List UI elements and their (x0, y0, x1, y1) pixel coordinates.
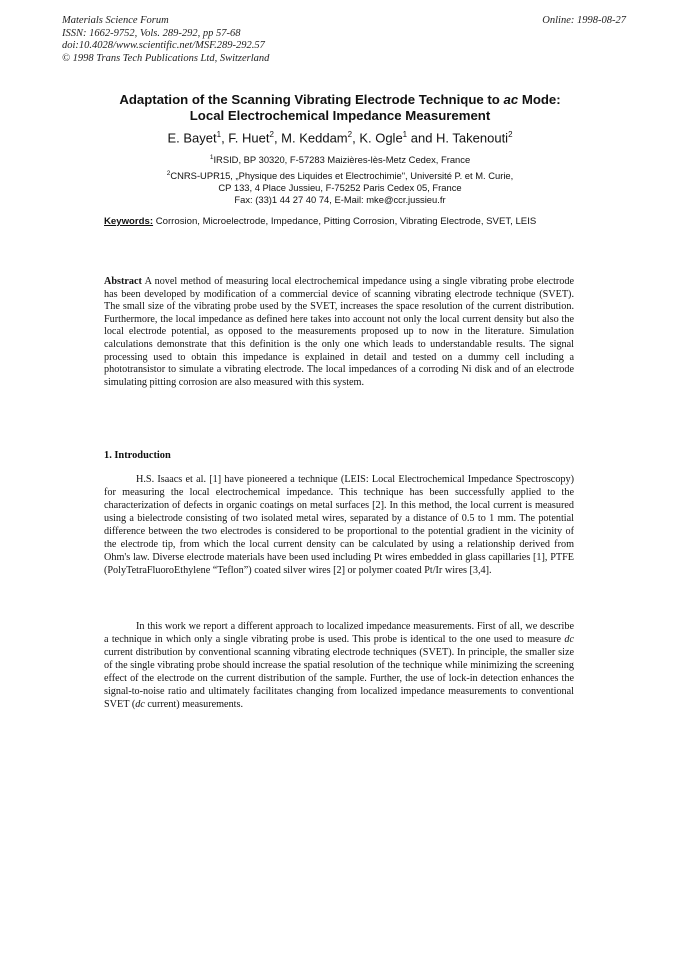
affiliation-mark: 1 (209, 154, 214, 161)
affiliation-1 (60, 152, 620, 166)
paragraph-text: In this work we report a different approach to localized impedance measurements. First of all, we describe a technique in which only a single vibrating probe is used. This probe is identical to the one used to measure (104, 621, 574, 645)
affiliation-2-line-3: Fax: (33)1 44 27 40 74, E-Mail: mke@ccr.jussieu.fr (234, 194, 446, 206)
issn-line: ISSN: 1662-9752, Vols. 289-292, pp 57-68 (62, 27, 241, 39)
online-date: Online: 1998-08-27 (542, 15, 626, 26)
author-name: , F. Huet (221, 130, 270, 146)
paragraph-emphasis: dc (564, 634, 574, 645)
author-affiliation-mark: 2 (347, 130, 353, 139)
author-affiliation-mark: 2 (508, 130, 513, 139)
author-affiliation-mark: 1 (402, 130, 408, 139)
intro-paragraph-1: H.S. Isaacs et al. [1] have pioneered a technique (LEIS: Local Electrochemical Impedance Spectroscopy) for measuring the local electrochemical impedance. This technique has been successfully applied to the characterization of defects in organic coatings on metal surfaces [2]. In this method, the local current is measured using a bielectrode consisting of two isolated metal wires, separated by a distance of 0.5 to 1 mm. The potential difference between the two electrodes is considered to be proportional to the potential gradient in the vicinity of the electrode tip, from which the local current density can be calculated by using a relationship derived from Ohm's law. Diverse electrode materials have been used including Pt wires embedded in glass capillaries [1], PTFE (PolyTetraFluoroEthylene “Teflon”) coated silver wires [2] or polymer coated Pt/Ir wires [3,4]. (104, 474, 574, 576)
affiliation-text: CNRS-UPR15, „Physique des Liquides et Electrochimie", Université P. et M. Curie, (170, 170, 514, 182)
affiliation-mark: 2 (166, 170, 171, 177)
journal-header (62, 15, 269, 65)
affiliation-text: IRSID, BP 30320, F-57283 Maizières-lès-Metz Cedex, France (213, 154, 471, 166)
author-name: and H. Takenouti (407, 130, 509, 146)
keywords-label: Keywords: (104, 216, 154, 227)
section-heading: 1. Introduction (104, 450, 171, 461)
paragraph-text: current) measurements. (144, 699, 244, 710)
paragraph-emphasis: dc (135, 699, 145, 710)
doi-line: doi:10.4028/www.scientific.net/MSF.289-292.57 (62, 40, 265, 51)
affiliation-2 (60, 168, 620, 206)
author-name: , K. Ogle (352, 130, 403, 146)
title-text-end: Mode: (518, 92, 561, 107)
title-line-2: Local Electrochemical Impedance Measurement (189, 108, 491, 123)
intro-paragraph-2 (104, 620, 574, 711)
abstract-text: A novel method of measuring local electrochemical impedance using a single vibrating probe electrode has been developed by modification of a commercial device of scanning vibrating electrode technique (SVET). The small size of the vibrating probe used by the SVET, increases the space resolution of the current distribution. Furthermore, the local impedance as defined here takes into account not only the local current density but also the local electrode potential, as opposed to the measurements proposed up to now in the literature. Simulation calculations demonstrate that this definition is the only one which leads to understandable results. The signal processing used to obtain this impedance is explained in detail and tested on a dummy cell including a phototransistor to simulate a vibrating electrode. The local impedances of a corroding Ni disk and of an electrode simulating pitting corrosion are also measured with this system. (104, 276, 574, 388)
paragraph-text: current distribution by conventional scanning vibrating electrode techniques (SVET). In principle, the smaller size of the single vibrating probe should increase the spatial resolution of the technique while minimizing the screening effect of the electrode on the current distribution of the sample. Further, the use of lock-in detection enhances the signal-to-noise ratio and ultimately facilitates changing from localized impedance measurements to conventional SVET ( (104, 647, 574, 710)
title-line-1 (60, 92, 620, 108)
abstract (104, 276, 574, 389)
copyright-line: © 1998 Trans Tech Publications Ltd, Switzerland (62, 52, 270, 64)
author-affiliation-mark: 1 (216, 130, 222, 139)
title-emphasis: ac (503, 92, 519, 107)
author-name: E. Bayet (167, 130, 217, 146)
affiliation-2-line-1 (60, 168, 620, 182)
paper-title (60, 92, 620, 124)
title-text: Adaptation of the Scanning Vibrating Electrode Technique to (119, 92, 504, 107)
keywords-text: Corrosion, Microelectrode, Impedance, Pitting Corrosion, Vibrating Electrode, SVET, LEIS (153, 216, 537, 227)
keywords (104, 216, 574, 228)
author-affiliation-mark: 2 (269, 130, 274, 139)
affiliation-2-line-2: CP 133, 4 Place Jussieu, F-75252 Paris Cedex 05, France (218, 182, 462, 194)
author-name: , M. Keddam (273, 130, 348, 146)
journal-name: Materials Science Forum (62, 15, 169, 26)
author-list (60, 130, 620, 145)
abstract-label: Abstract (104, 276, 142, 287)
